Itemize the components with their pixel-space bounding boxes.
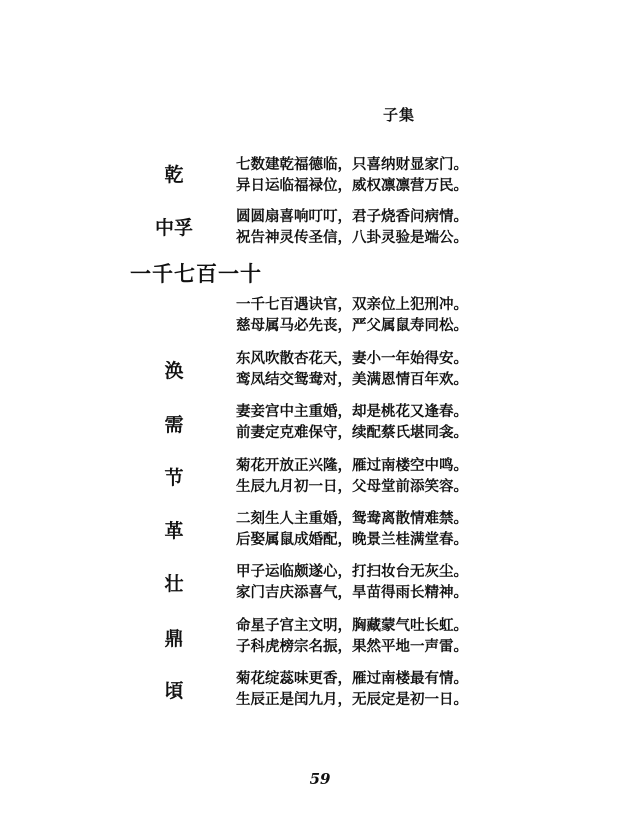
verse-line: 妻妾宫中主重婚，却是桃花又逢春。 <box>236 403 468 420</box>
entry-label-zhuang: 壮 <box>164 573 184 595</box>
verse-line: 菊花绽蕊味更香，雁过南楼最有情。 <box>236 670 468 687</box>
entry-verse-huan <box>236 348 468 390</box>
entry-label-qian: 乾 <box>164 164 184 186</box>
entry-label-zhongfu: 中孚 <box>154 217 193 239</box>
entry-label-ding: 鼎 <box>164 628 184 650</box>
entry-verse-jie <box>236 455 468 497</box>
entry-verse-qian <box>236 154 468 196</box>
entry-label-huan: 涣 <box>164 360 184 382</box>
entry-verse-xu <box>236 401 468 443</box>
verse-line: 菊花开放正兴隆，雁过南楼空中鸣。 <box>236 457 468 474</box>
entry-verse-zhongfu <box>236 206 468 248</box>
verse-line: 生辰正是闰九月，无辰定是初一日。 <box>236 691 468 708</box>
verse-line: 前妻定克难保守，续配蔡氏堪同衾。 <box>236 424 468 441</box>
verse-line: 后娶属鼠成婚配，晚景兰桂满堂春。 <box>236 531 468 548</box>
verse-line: 二刻生人主重婚，鸳鸯离散情难禁。 <box>236 510 468 527</box>
entry-verse-zhuang <box>236 561 468 603</box>
section-title: 一千七百一十 <box>130 261 262 286</box>
verse-line: 异日运临福禄位，威权凛凛营万民。 <box>236 177 468 194</box>
running-header: 子集 <box>383 106 416 124</box>
entry-verse-intro <box>236 294 468 336</box>
verse-line: 祝告神灵传圣信，八卦灵验是端公。 <box>236 229 468 246</box>
verse-line: 东风吹散杏花天，妻小一年始得安。 <box>236 350 468 367</box>
verse-line: 七数建乾福德临，只喜纳财显家门。 <box>236 156 468 173</box>
verse-line: 鸾凤结交鸳鸯对，美满恩情百年欢。 <box>236 371 468 388</box>
verse-line: 甲子运临颇遂心，打扫妆台无灰尘。 <box>236 563 468 580</box>
verse-line: 一千七百遇诀官，双亲位上犯刑冲。 <box>236 296 468 313</box>
verse-line: 慈母属马必先丧，严父属鼠寿同松。 <box>236 317 468 334</box>
page-number: 59 <box>309 770 331 788</box>
entry-label-ge: 革 <box>164 520 184 542</box>
entry-label-qing: 頃 <box>164 680 184 702</box>
entry-verse-ding <box>236 615 468 657</box>
entry-label-xu: 需 <box>164 414 184 436</box>
verse-line: 生辰九月初一日，父母堂前添笑容。 <box>236 478 468 495</box>
verse-line: 家门吉庆添喜气，旱苗得雨长精神。 <box>236 584 468 601</box>
verse-line: 命星子宫主文明，胸藏蒙气吐长虹。 <box>236 617 468 634</box>
verse-line: 子科虎榜宗名振，果然平地一声雷。 <box>236 638 468 655</box>
entry-verse-qing <box>236 668 468 710</box>
entry-label-jie: 节 <box>164 467 184 489</box>
verse-line: 圆圆扇喜响叮叮，君子烧香问病情。 <box>236 208 468 225</box>
entry-verse-ge <box>236 508 468 550</box>
